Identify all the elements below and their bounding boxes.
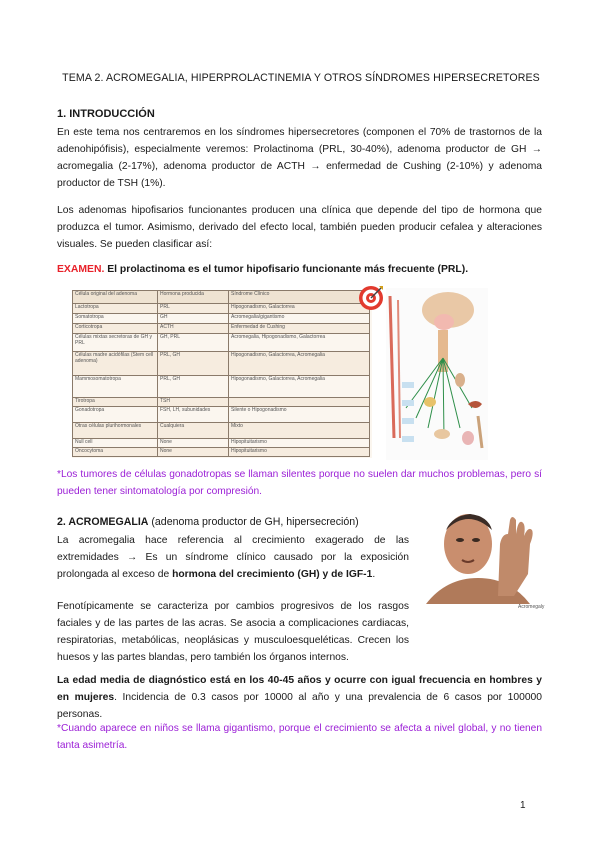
table-cell: Hipogonadismo, Galactorrea, Acromegalia xyxy=(229,376,370,398)
phenotype-text: Fenotípicamente se caracteriza por cambios progresivos de los rasgos faciales y de las partes de las acras. Se asocia a complicaciones cardiacas, respiratorias, metabólicas, neoplásicas y musculoesqueléticas. Crecen los huesos y las partes blandas, pero también los órganos internos. xyxy=(57,601,409,663)
table-cell: Corticotropa xyxy=(73,324,158,334)
table-cell: Células madre acidófilas (Stem cell adenoma) xyxy=(73,352,158,376)
exam-label: EXAMEN. xyxy=(57,264,105,275)
table-row xyxy=(73,448,370,457)
table-cell: Oncocytoma xyxy=(73,448,158,457)
table-header-cell: Célula original del adenoma xyxy=(73,291,158,304)
table-cell: GH xyxy=(158,314,229,324)
acromegaly-patient-photo xyxy=(418,504,545,612)
table-cell: Células mixtas secretoras de GH y PRL xyxy=(73,334,158,352)
page-number: 1 xyxy=(520,800,526,811)
table-header-cell: Síndrome Clínico xyxy=(229,291,370,304)
definition-bold-text: hormona del crecimiento (GH) y de IGF-1 xyxy=(172,569,373,580)
table-row xyxy=(73,407,370,423)
target-icon xyxy=(358,285,384,311)
epidemiology-text: . Incidencia de 0.3 casos por 10000 al año y una prevalencia de 6 casos por 100000 personas. xyxy=(57,692,542,720)
exam-line xyxy=(57,264,468,275)
exam-text: El prolactinoma es el tumor hipofisario funcionante más frecuente (PRL). xyxy=(104,264,469,275)
table-cell: PRL xyxy=(158,304,229,314)
table-cell: Hipogonadismo, Galactorrea, Acromegalia xyxy=(229,352,370,376)
table-row xyxy=(73,352,370,376)
adenomas-paragraph: Los adenomas hipofisarios funcionantes producen una clínica que depende del tipo de hormona que produzca el tumor. Asimismo, derivado del efecto local, también pueden producir cefalea y alteraciones visuales. Se pueden clasificar así: xyxy=(57,205,542,250)
table-cell: None xyxy=(158,448,229,457)
table-cell: TSH xyxy=(158,398,229,407)
document-title: TEMA 2. ACROMEGALIA, HIPERPROLACTINEMIA Y OTROS SÍNDROMES HIPERSECRETORES xyxy=(62,72,540,84)
gigantismo-note: *Cuando aparece en niños se llama gigantismo, porque el crecimiento se afecta a nivel global, y no tienen tanta asimetría. xyxy=(57,723,542,751)
table-row xyxy=(73,376,370,398)
photo-caption: Acromegaly xyxy=(518,604,545,610)
classification-table-figure xyxy=(72,290,372,458)
table-cell: Tirotropa xyxy=(73,398,158,407)
table-cell: Null cell xyxy=(73,439,158,448)
table-row xyxy=(73,324,370,334)
table-row xyxy=(73,314,370,324)
epidemiology-paragraph xyxy=(57,672,542,723)
table-cell: Mixto xyxy=(229,423,370,439)
table-row xyxy=(73,304,370,314)
table-cell: Acromegalia/gigantismo xyxy=(229,314,370,324)
table-row xyxy=(73,439,370,448)
phenotype-paragraph-part xyxy=(57,598,409,666)
table-cell: Acromegalia, Hipogonadismo, Galactorrea xyxy=(229,334,370,352)
table-cell: Mammosomatotropa xyxy=(73,376,158,398)
table-cell: Gonadotropa xyxy=(73,407,158,423)
epidemiology-bold-text: La edad media de diagnóstico está en los 40-45 años y ocurre con igual frecuencia en hombres y en mujeres xyxy=(57,675,542,703)
table-cell: Enfermedad de Cushing xyxy=(229,324,370,334)
table-cell: ACTH xyxy=(158,324,229,334)
table-cell: FSH, LH, subunidades xyxy=(158,407,229,423)
table-cell: Lactotropa xyxy=(73,304,158,314)
table-cell: Hipopituitarismo xyxy=(229,439,370,448)
table-cell: PRL, GH xyxy=(158,352,229,376)
table-cell xyxy=(229,398,370,407)
table-cell: None xyxy=(158,439,229,448)
table-row xyxy=(73,398,370,407)
table-cell: Hipogonadismo, Galactorrea xyxy=(229,304,370,314)
table-cell: Somatotropa xyxy=(73,314,158,324)
gonadotropas-note: *Los tumores de células gonadotropas se llaman silentes porque no suelen dar muchos problemas, pero sí pueden tener sintomatología por compresión. xyxy=(57,469,542,497)
definition-text: La acromegalia hace referencia al crecimiento exagerado de las extremidades → Es un síndrome clínico causado por la exposición prolongada al exceso de xyxy=(57,535,409,580)
section-heading-rest: (adenoma productor de GH, hipersecreción) xyxy=(148,516,359,528)
table-cell: Cualquiera xyxy=(158,423,229,439)
table-cell: GH, PRL xyxy=(158,334,229,352)
table-row xyxy=(73,334,370,352)
classification-table xyxy=(72,290,370,457)
table-header-cell: Hormona producida xyxy=(158,291,229,304)
table-row xyxy=(73,423,370,439)
section-heading-acromegalia xyxy=(57,516,359,528)
section-heading-introduccion: 1. INTRODUCCIÓN xyxy=(57,108,155,120)
acromegalia-definition-paragraph xyxy=(57,532,409,583)
intro-paragraph: En este tema nos centraremos en los síndromes hipersecretores (componen el 70% de trastornos de la adenohipófisis), especialmente veremos: Prolactinoma (PRL, 30-40%), adenoma productor de GH → acromegalia (2-17%), adenoma productor de ACTH → enfermedad de Cushing (2-10%) y adenoma productor de TSH (1%). xyxy=(57,127,542,189)
table-cell: Silente o Hipogonadismo xyxy=(229,407,370,423)
table-cell: PRL, GH xyxy=(158,376,229,398)
pituitary-axis-illustration xyxy=(386,288,488,460)
table-cell: Otras células plurihormonales xyxy=(73,423,158,439)
section-heading-bold: 2. ACROMEGALIA xyxy=(57,516,149,528)
definition-end-text: . xyxy=(372,569,376,580)
table-cell: Hipopituitarismo xyxy=(229,448,370,457)
